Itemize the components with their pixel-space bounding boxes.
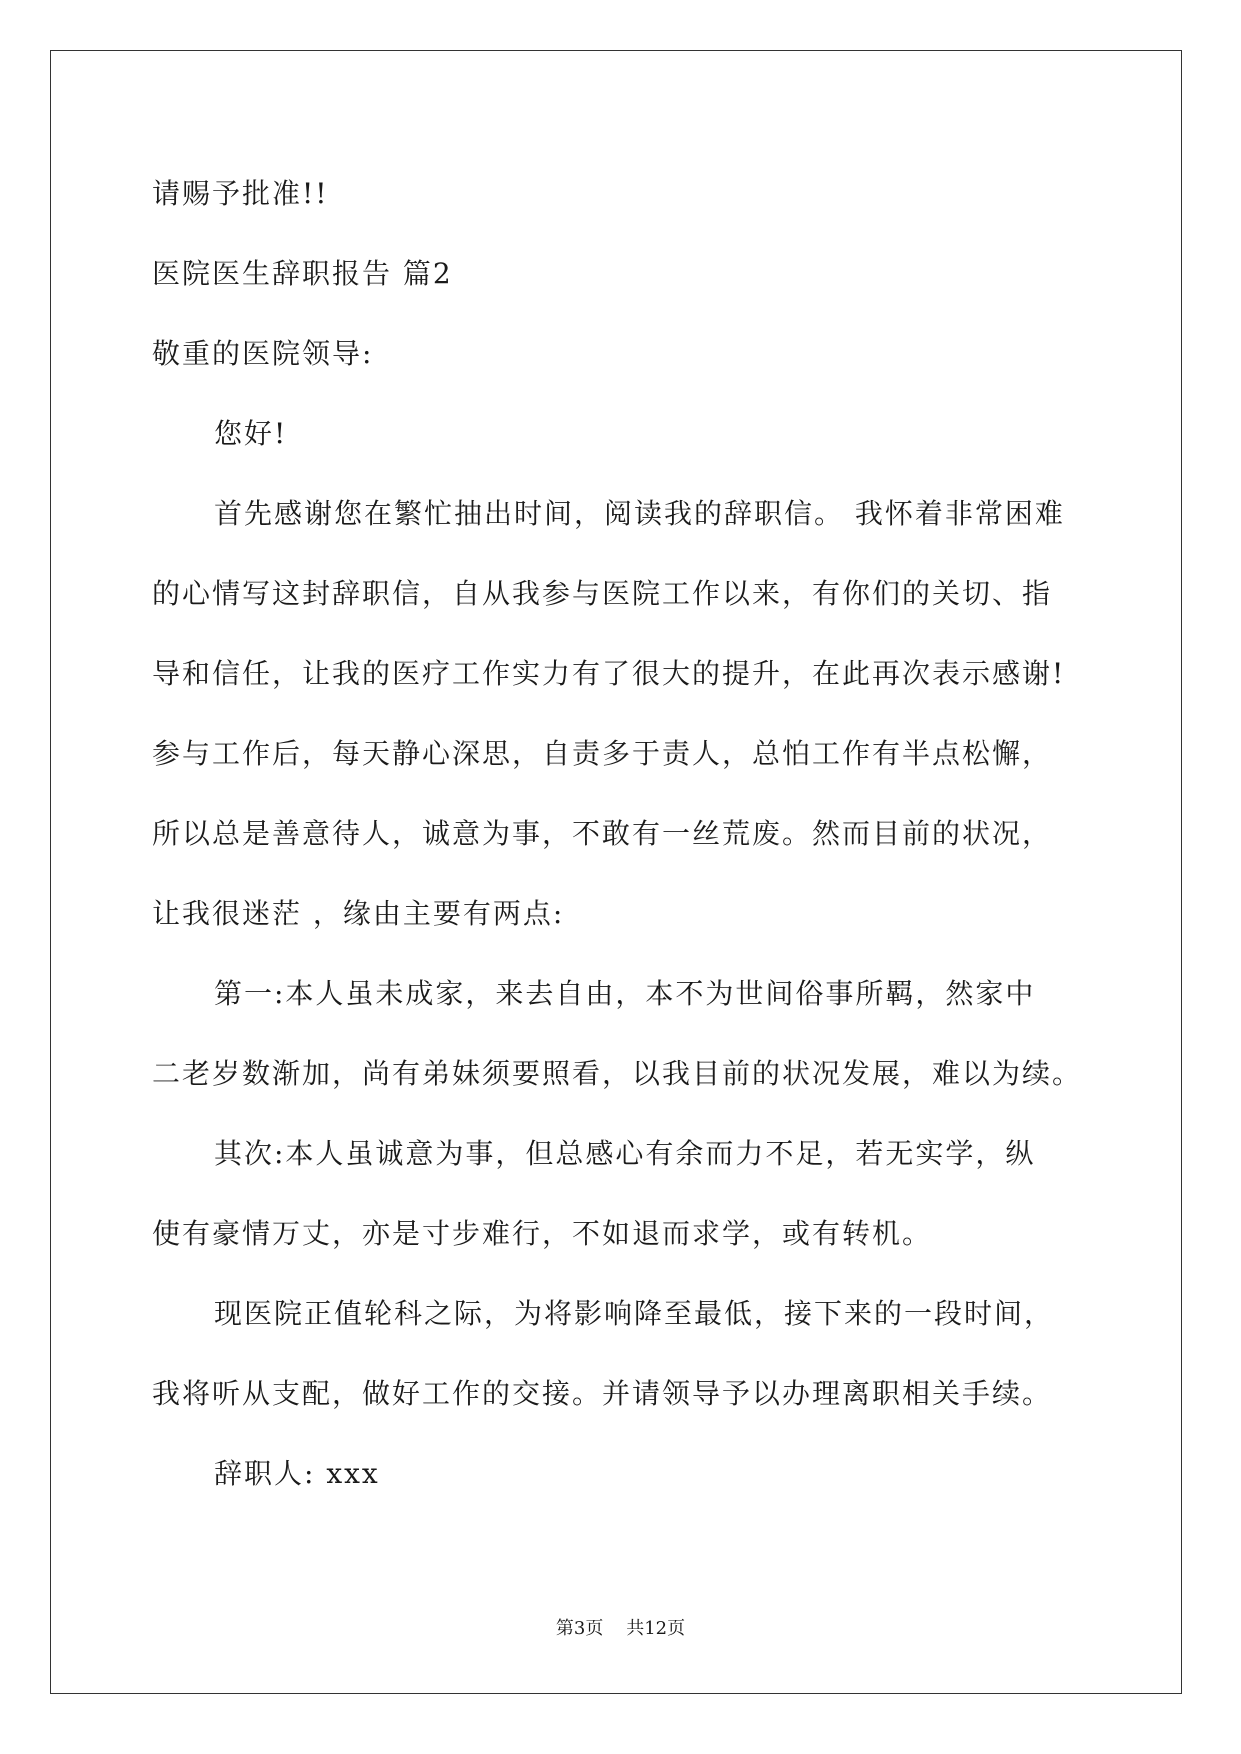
body-line-4: 参与工作后，每天静心深思，自责多于责人，总怕工作有半点松懈， (152, 737, 1053, 770)
body-line-8: 二老岁数渐加，尚有弟妹须要照看，以我目前的状况发展，难以为续。 (152, 1057, 1083, 1090)
signature-line: 辞职人: xxx (214, 1457, 380, 1490)
body-line-12: 我将听从支配，做好工作的交接。并请领导予以办理离职相关手续。 (152, 1377, 1053, 1410)
body-line-11: 现医院正值轮科之际，为将影响降至最低，接下来的一段时间， (214, 1297, 1055, 1330)
body-line-10: 使有豪情万丈，亦是寸步难行，不如退而求学，或有转机。 (152, 1217, 933, 1250)
body-line-7: 第一:本人虽未成家，来去自由，本不为世间俗事所羁，然家中 (214, 977, 1036, 1010)
greeting: 您好! (214, 417, 288, 450)
body-line-9: 其次:本人虽诚意为事，但总感心有余而力不足，若无实学，纵 (214, 1137, 1036, 1170)
body-line-2: 的心情写这封辞职信，自从我参与医院工作以来，有你们的关切、指 (152, 577, 1053, 610)
body-line-1: 首先感谢您在繁忙抽出时间，阅读我的辞职信。 我怀着非常困难 (214, 497, 1065, 530)
body-line-5: 所以总是善意待人，诚意为事，不敢有一丝荒废。然而目前的状况， (152, 817, 1053, 850)
body-line-3: 导和信任，让我的医疗工作实力有了很大的提升，在此再次表示感谢! (152, 657, 1066, 690)
page-indicator: 第3页 共12页 (555, 1618, 686, 1639)
page-frame (50, 50, 1182, 1694)
closing-request: 请赐予批准!! (152, 177, 329, 210)
salutation: 敬重的医院领导: (152, 337, 374, 370)
section-title: 医院医生辞职报告 篇2 (152, 257, 453, 290)
body-line-6: 让我很迷茫 ，缘由主要有两点: (152, 897, 565, 930)
